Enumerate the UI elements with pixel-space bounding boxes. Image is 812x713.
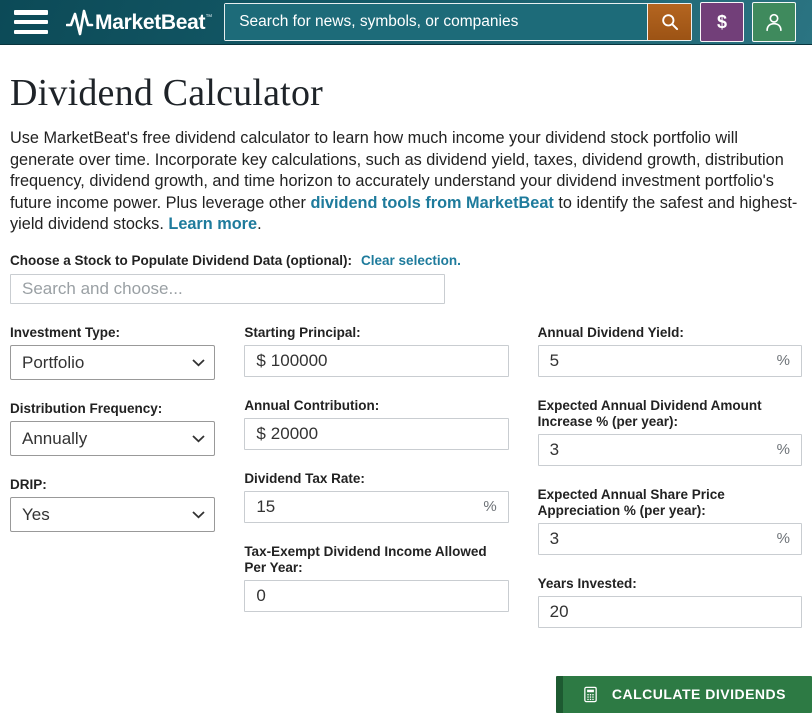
search-icon [660,12,680,32]
dividend-increase-field [538,398,802,466]
header-search-input[interactable] [225,4,647,40]
dollar-prefix: $ [256,350,266,370]
years-invested-input[interactable] [550,602,790,622]
calculate-dividends-button[interactable] [556,676,812,713]
tax-exempt-input[interactable] [256,586,496,606]
investment-type-select[interactable] [10,345,215,380]
investment-type-field [10,325,215,380]
pulse-m-icon [66,9,94,36]
share-price-appreciation-field [538,487,802,555]
intro-text-2: to identify the safest and highest-yield dividend stocks. [10,193,798,233]
starting-principal-field [244,325,508,377]
marketbeat-logo[interactable] [66,9,212,36]
header-search-form [224,3,692,41]
user-icon [763,11,785,33]
drip-select[interactable] [10,497,215,532]
logo-text: MarketBeat [95,10,206,34]
annual-dividend-yield-field [538,325,802,377]
learn-more-link[interactable]: Learn more [168,215,258,233]
intro-text-3: . [257,215,262,233]
page-title: Dividend Calculator [10,72,323,114]
dollar-icon: $ [716,11,727,32]
annual-contribution-field [244,398,508,450]
site-header [0,0,812,45]
intro-paragraph [10,128,802,236]
account-button[interactable] [752,2,796,42]
calculator-form [10,325,802,649]
starting-principal-label: Starting Principal: [244,324,361,340]
annual-contribution-input[interactable] [271,424,497,444]
drip-label: DRIP: [10,476,47,492]
share-price-appreciation-label: Expected Annual Share Price Appreciation % (per year): [537,486,725,518]
dividend-increase-label: Expected Annual Dividend Amount Increase % (per year): [537,397,762,429]
tax-exempt-label: Tax-Exempt Dividend Income Allowed Per Year: [244,543,487,575]
menu-icon[interactable] [14,10,48,34]
dividend-tax-rate-label: Dividend Tax Rate: [244,470,365,486]
clear-selection-link[interactable]: Clear selection. [361,252,461,268]
dollar-prefix: $ [256,423,266,443]
pricing-button[interactable] [700,2,744,42]
form-column-3 [538,325,802,649]
calculator-icon [582,686,599,703]
percent-suffix: % [776,530,790,547]
dividend-increase-input[interactable] [550,440,771,460]
dividend-tools-link[interactable]: dividend tools from MarketBeat [310,193,554,212]
calculate-button-label: CALCULATE DIVIDENDS [611,686,786,702]
distribution-frequency-field [10,401,215,456]
distribution-frequency-select[interactable] [10,421,215,456]
action-row [10,676,812,713]
distribution-frequency-label: Distribution Frequency: [10,400,163,416]
annual-dividend-yield-input[interactable] [550,351,771,371]
tax-exempt-field [244,544,508,612]
dividend-tax-rate-input[interactable] [256,497,477,517]
intro-text-1: Use MarketBeat's free dividend calculator to learn how much income your dividend stock portfolio will generate over time. Incorporate key calculations, such as dividend yield, taxes, dividend growth, distribution frequency, dividend growth, and time horizon to accurately understand your dividend investment portfolio's future income power. Plus leverage other [10,129,784,212]
logo-trademark: ™ [205,13,213,21]
form-column-2 [244,325,508,649]
form-column-1 [10,325,215,649]
stock-picker-row [10,253,802,268]
main-content [0,71,812,713]
percent-suffix: % [776,441,790,458]
investment-type-label: Investment Type: [10,324,121,340]
percent-suffix: % [483,498,497,515]
starting-principal-input[interactable] [271,351,497,371]
dividend-tax-rate-field [244,471,508,523]
stock-picker-label: Choose a Stock to Populate Dividend Data (optional): [10,252,353,268]
years-invested-field [538,576,802,628]
stock-search-input[interactable] [10,274,445,304]
percent-suffix: % [776,352,790,369]
annual-dividend-yield-label: Annual Dividend Yield: [537,324,684,340]
drip-field [10,477,215,532]
years-invested-label: Years Invested: [537,575,637,591]
search-button[interactable] [647,4,691,40]
share-price-appreciation-input[interactable] [550,529,771,549]
stock-search [10,274,802,304]
annual-contribution-label: Annual Contribution: [244,397,380,413]
